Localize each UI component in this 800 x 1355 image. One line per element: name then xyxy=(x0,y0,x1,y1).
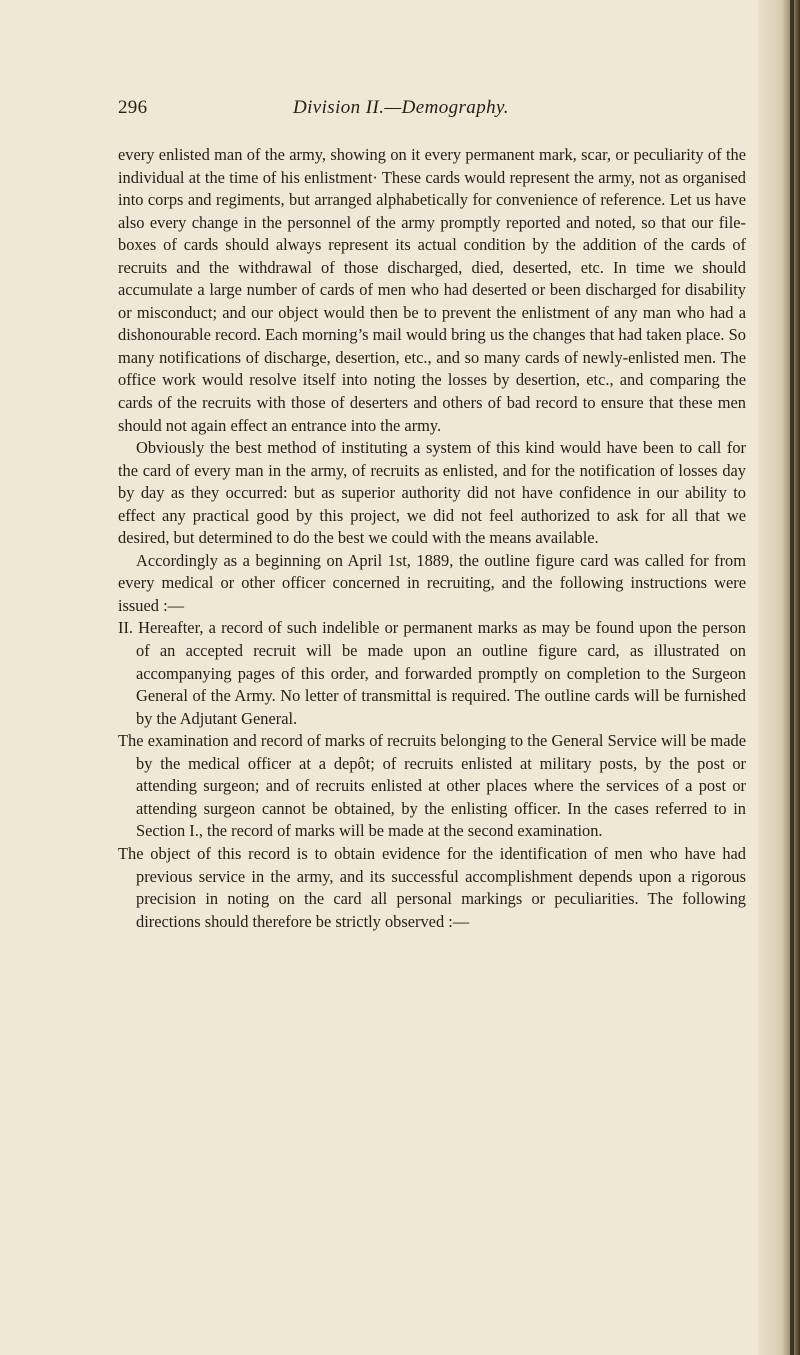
page-number: 296 xyxy=(118,97,148,118)
paragraph: every enlisted man of the army, showing on it every permanent mark, scar, or peculiarity of the individual at the time of his enlistment· These cards would represent the army, not as organised into corps and regiments, but arranged alphabetically for convenience of reference. Let us have also every change in the personnel of the army promptly reported and noted, so that our file-boxes of cards should always represent its actual condition by the addition of the cards of recruits and the withdrawal of those discharged, died, deserted, etc. In time we should accumulate a large number of cards of men who had deserted or been discharged for disability or misconduct; and our object would then be to prevent the enlistment of any man who had a dishonourable record. Each morning’s mail would bring us the changes that had taken place. So many notifications of discharge, desertion, etc., and so many cards of newly-enlisted men. The office work would resolve itself into noting the losses by desertion, etc., and comparing the cards of the recruits with those of deserters and others of bad record to ensure that these men should not again effect an entrance into the army. xyxy=(118,145,746,435)
page-header xyxy=(118,97,758,127)
body-text xyxy=(118,144,746,933)
instruction-paragraph: The examination and record of marks of recruits belonging to the General Service will be made by the medical officer at a depôt; of recruits enlisted at military posts, by the post or attending surgeon; and of recruits enlisted at other places where the services of a post or attending surgeon cannot be obtained, by the enlisting officer. In the cases referred to in Section I., the record of marks will be made at the second examination. xyxy=(118,731,746,841)
paragraph: Accordingly as a beginning on April 1st, 1889, the outline figure card was called for from every medical or other officer concerned in recruiting, and the following instructions were issued :— xyxy=(118,550,746,615)
running-head: Division II.—Demography. xyxy=(293,97,509,118)
paragraph: Obviously the best method of instituting a system of this kind would have been to call for the card of every man in the army, of recruits as enlisted, and for the notification of losses day by day as they occurred: but as superior authority did not have confidence in our ability to effect any practical good by this project, we did not feel authorized to ask for all that we desired, but determined to do the best we could with the means available. xyxy=(118,438,746,548)
instruction-paragraph: II. Hereafter, a record of such indelible or permanent marks as may be found upon the person of an accepted recruit will be made upon an outline figure card, as illustrated on accompanying pages of this order, and forwarded promptly on completion to the Surgeon General of the Army. No letter of transmittal is required. The outline cards will be furnished by the Adjutant General. xyxy=(118,618,746,728)
instruction-paragraph: The object of this record is to obtain evidence for the identification of men who have had previous service in the army, and its successful accomplishment depends upon a rigorous precision in noting on the card all personal markings or peculiarities. The following directions should therefore be strictly observed :— xyxy=(118,843,746,931)
page-edge-shadow xyxy=(790,0,794,1355)
